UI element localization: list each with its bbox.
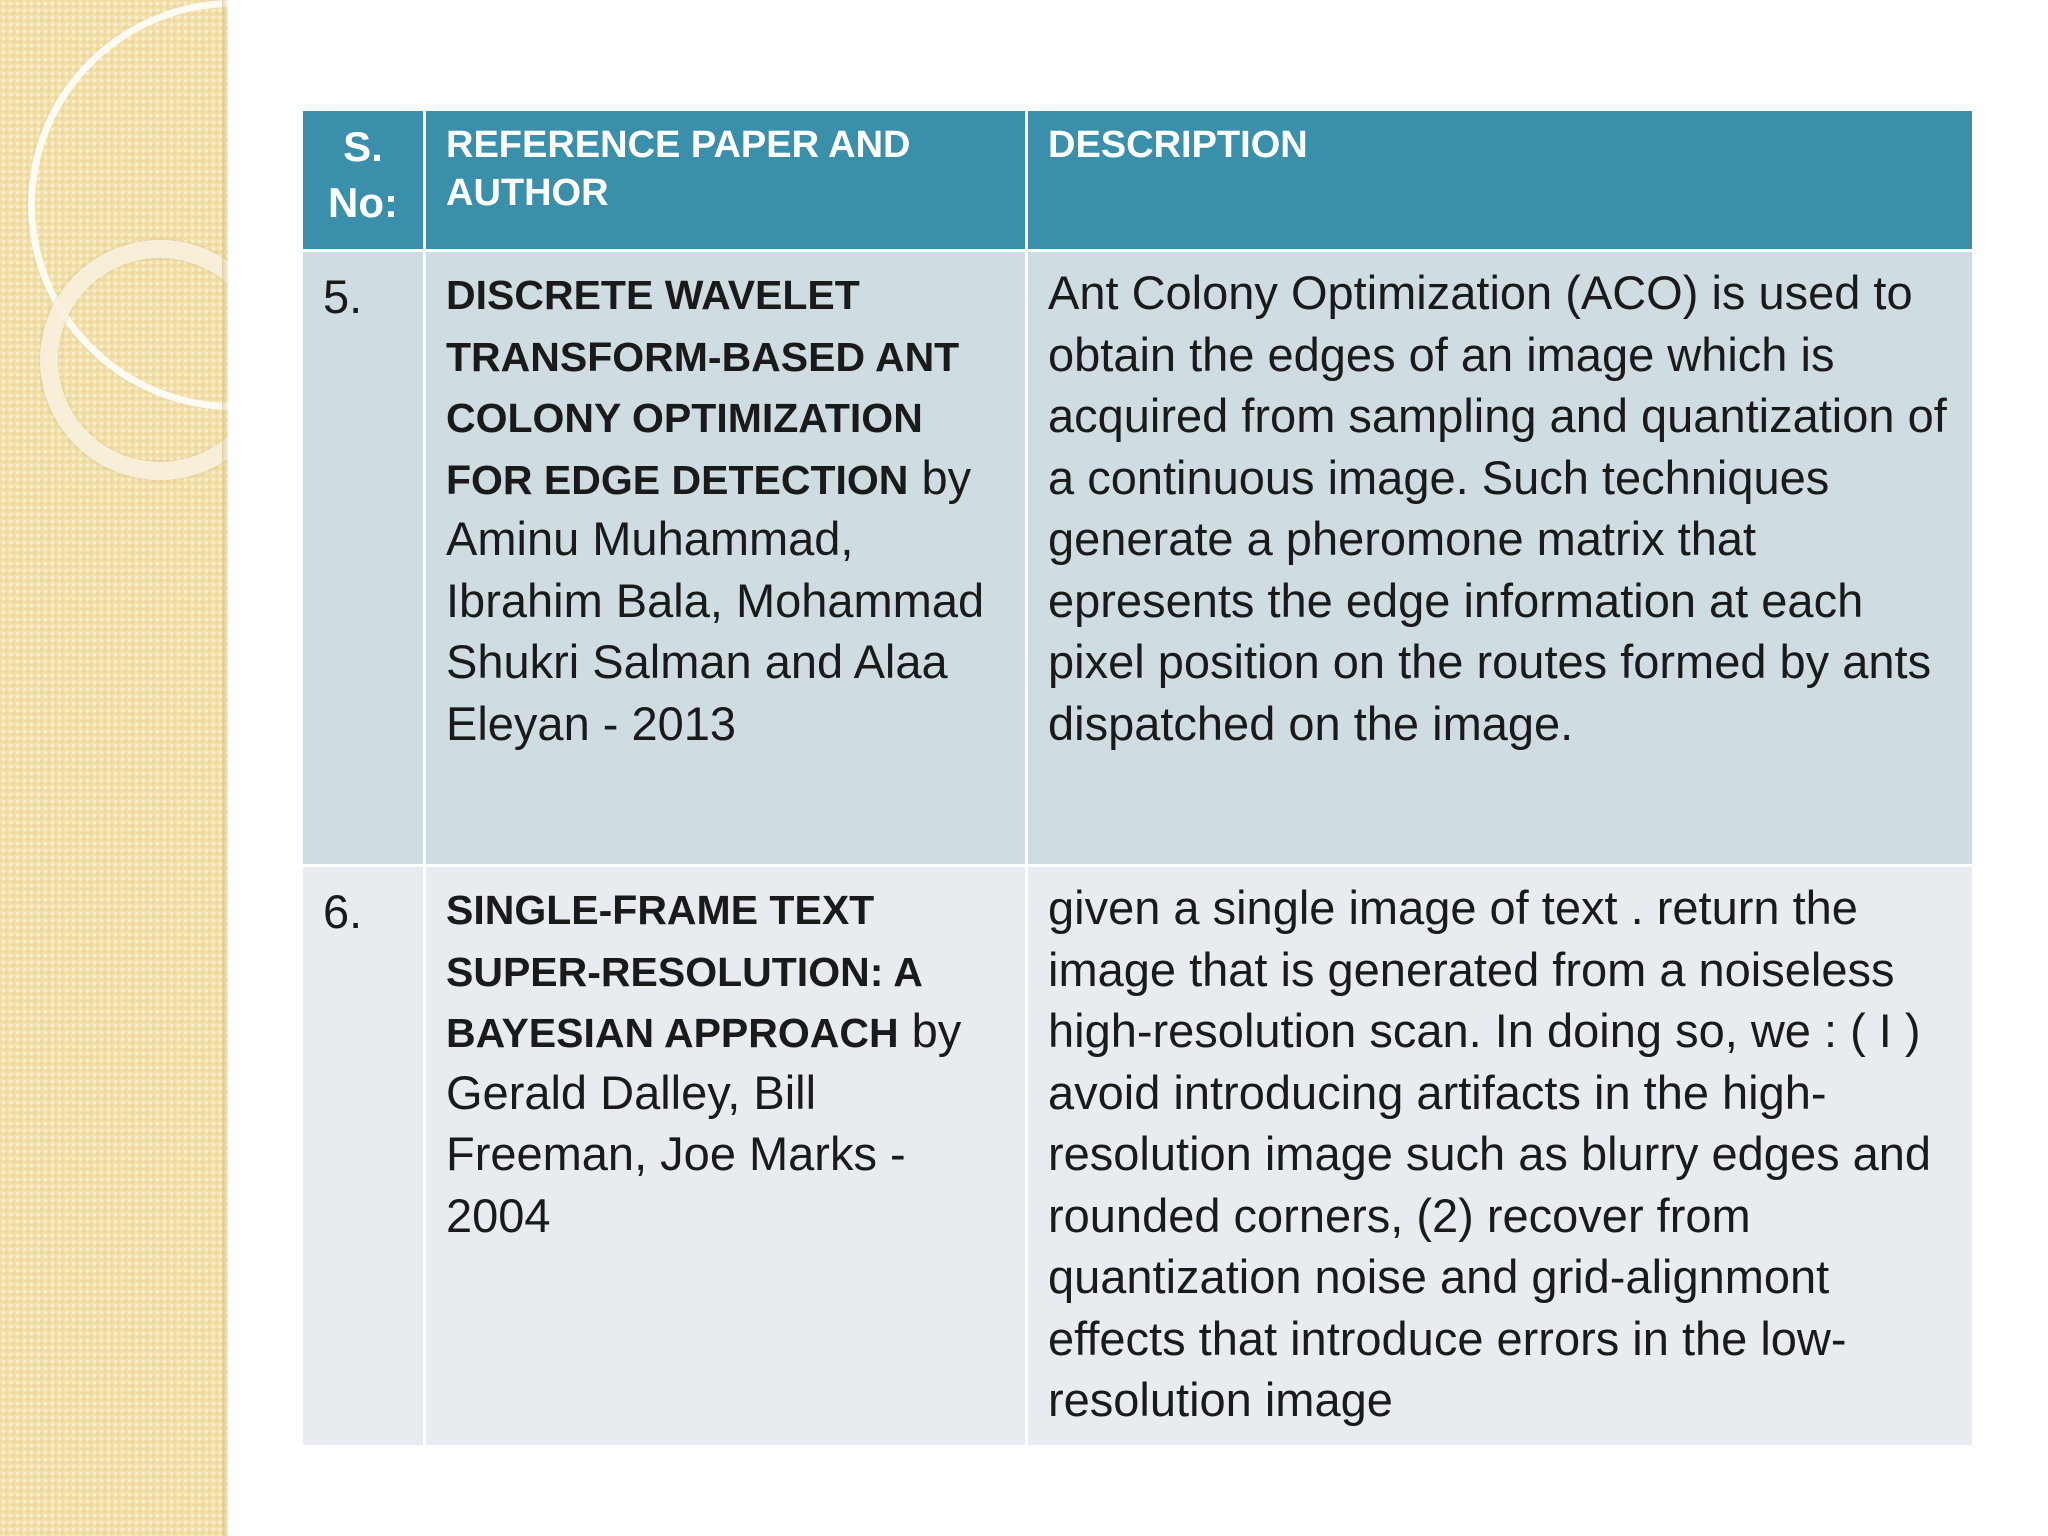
table-row xyxy=(302,251,1974,866)
paper-title: DISCRETE WAVELET TRANSFORM-BASED ANT COLONY OPTIMIZATION FOR EDGE DETECTION xyxy=(446,272,960,503)
row-sno: 6. xyxy=(302,866,425,1447)
table-row xyxy=(302,866,1974,1447)
reference-table-container xyxy=(300,108,1975,1448)
row-description: Ant Colony Optimization (ACO) is used to obtain the edges of an image which is acquired from sampling and quantization of a continuous image. Such techniques generate a pheromone matrix that epresents the edge information at each pixel position on the routes formed by ants dispatched on the image. xyxy=(1027,251,1974,866)
row-reference xyxy=(425,251,1027,866)
paper-title: SINGLE-FRAME TEXT SUPER-RESOLUTION: A BAYESIAN APPROACH xyxy=(446,887,922,1056)
reference-table xyxy=(300,108,1975,1448)
row-reference xyxy=(425,866,1027,1447)
row-description: given a single image of text . return the image that is generated from a noiseless high-resolution scan. In doing so, we : ( I ) avoid introducing artifacts in the high-resolution image such as blurry edges and rounded corners, (2) recover from quantization noise and grid-alignmont effects that introduce errors in the low-resolution image xyxy=(1027,866,1974,1447)
paper-authors: by Aminu Muhammad, Ibrahim Bala, Mohammad Shukri Salman and Alaa Eleyan - 2013 xyxy=(446,450,985,750)
header-reference: REFERENCE PAPER AND AUTHOR xyxy=(425,110,1027,251)
row-sno: 5. xyxy=(302,251,425,866)
header-sno: S. No: xyxy=(302,110,425,251)
header-description: DESCRIPTION xyxy=(1027,110,1974,251)
side-panel-edge xyxy=(222,0,228,1536)
table-header-row xyxy=(302,110,1974,251)
paper-authors: by Gerald Dalley, Bill Freeman, Joe Marks - 2004 xyxy=(446,1004,962,1242)
decorative-side-panel xyxy=(0,0,228,1536)
